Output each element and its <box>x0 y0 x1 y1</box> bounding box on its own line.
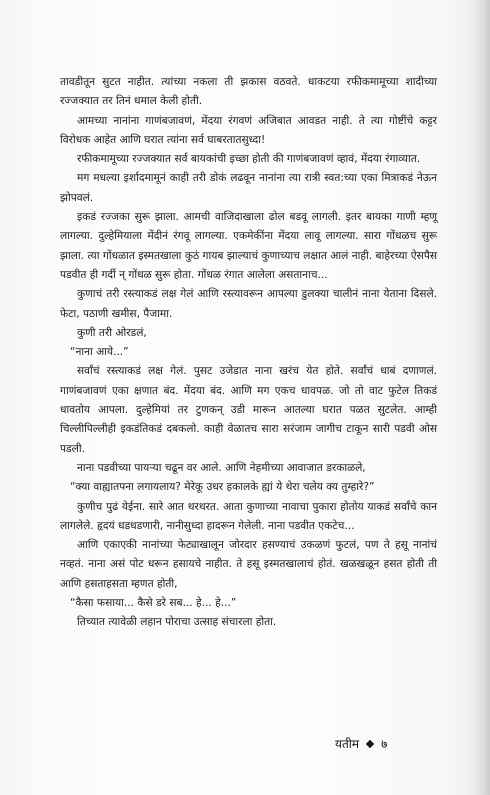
paragraph: आणि एकाएकी नानांच्या फेट्याखालून जोरदार हसण्याचं उकळणं फुटलं, पण ते हसू नानांचं नव्हतं. नाना असं पोट धरून हसायचे नाहीत. ते हसू इस्मतखालाचं होतं. खळखळून हसत होती ती आणि हसताहसता म्हणत होती, <box>60 539 437 590</box>
dialogue-line: “क्या वाह्यातपना लगायलाय? मेरेकू उधर हकालके ह्यां ये थेरा चलेय क्य तुम्हारे?” <box>70 481 375 494</box>
paragraph: कुणीच पुढं येईना. सारे आत थरथरत. आता कुणाच्या नावाचा पुकारा होतोय याकडं सर्वांचे कान लागलेले. हृदयं धडधडणारी, नानीसुध्दा हादरून गेलेली. नाना पडवीत एकटेच... <box>60 500 437 532</box>
dialogue-line: “नाना आये...” <box>70 346 129 359</box>
page-spine-shadow <box>472 0 490 795</box>
dialogue-line: “कैसा फसाया... कैसे डरे सब... हे... हे...” <box>70 597 237 610</box>
paragraph: तावडीतून सुटत नाहीत. त्यांच्या नकला ती झकास वठवते. धाकटया रफीकमामूच्या शादीच्या रज्जक्यात तर तिनं धमाल केली होती. <box>60 76 437 108</box>
paragraph: तिच्यात त्यावेळी लहान पोराचा उत्साह संचारला होता. <box>77 616 277 629</box>
paragraph: सर्वांचं रस्त्याकडं लक्ष गेलं. पुसट उजेडात नाना खरंच येत होते. सर्वांचं धाबं दणाणलं. गाणंबजावणं एका क्षणात बंद. मेंदया बंद. आणि मग एकच धावपळ. जो तो वाट फुटेल तिकडं धावतोय आपला. दुल्हेमियां तर टुणकन् उडी मारून आतल्या घरात पळत सुटलेत. आम्ही चिल्लीपिल्लीही इकडंतिकडं दबकलो. काही वेळातच सारा सरंजाम जागीच टाकून सारी पडवी ओस पडली. <box>60 365 437 455</box>
paragraph: इकडं रज्जका सुरू झाला. आमची वाजिदाखाला ढोल बडवू लागली. इतर बायका गाणी म्हणू लागल्या. दुल्हेमियाला मेंदीनं रंगवू लागल्या. एकमेकींना मेंदया लावू लागल्या. सारा गोंधळच सुरू झाला. त्या गोंधळात इस्मतखाला कुठं गायब झाल्याचं कुणाच्याच लक्षात आलं नाही. बाहेरच्या ऐसपैस पडवीत ही गर्दी न् गोंधळ सुरू होता. गोंधळ रंगात आलेला असतानाच... <box>60 211 437 281</box>
running-title: यतीम <box>335 737 360 751</box>
paragraph: कुणी तरी ओरडलं, <box>77 326 147 339</box>
paragraph: आमच्या नानांना गाणंबजावणं, मेंदया रंगवणं अजिबात आवडत नाही. ते त्या गोष्टींचे कट्टर विरोधक आहेत आणि घरात त्यांना सर्व घाबरतातसुध्दा! <box>60 114 437 146</box>
body-text <box>60 73 437 633</box>
diamond-icon <box>366 739 374 747</box>
paragraph: रफीकमामूच्या रज्जक्यात सर्व बायकांची इच्छा होती की गाणंबजावणं व्हावं, मेंदया रंगाव्यात. <box>77 153 421 166</box>
page-number: ७ <box>381 737 388 751</box>
paragraph: नाना पडवीच्या पायऱ्या चढून वर आले. आणि नेहमीच्या आवाजात डरकाळले, <box>77 461 366 474</box>
page-footer <box>335 735 455 752</box>
paragraph: मग मधल्या इर्शादमामूनं काही तरी डोकं लढवून नानांना त्या रात्री स्वत:च्या एका मित्राकडं नेऊन झोपवलं. <box>60 172 437 204</box>
paragraph: कुणाचं तरी रस्त्याकडं लक्ष गेलं आणि रस्त्यावरून आपल्या डुलक्या चालीनं नाना येताना दिसले. फेटा, पठाणी खमीस, पैजामा. <box>60 288 437 320</box>
